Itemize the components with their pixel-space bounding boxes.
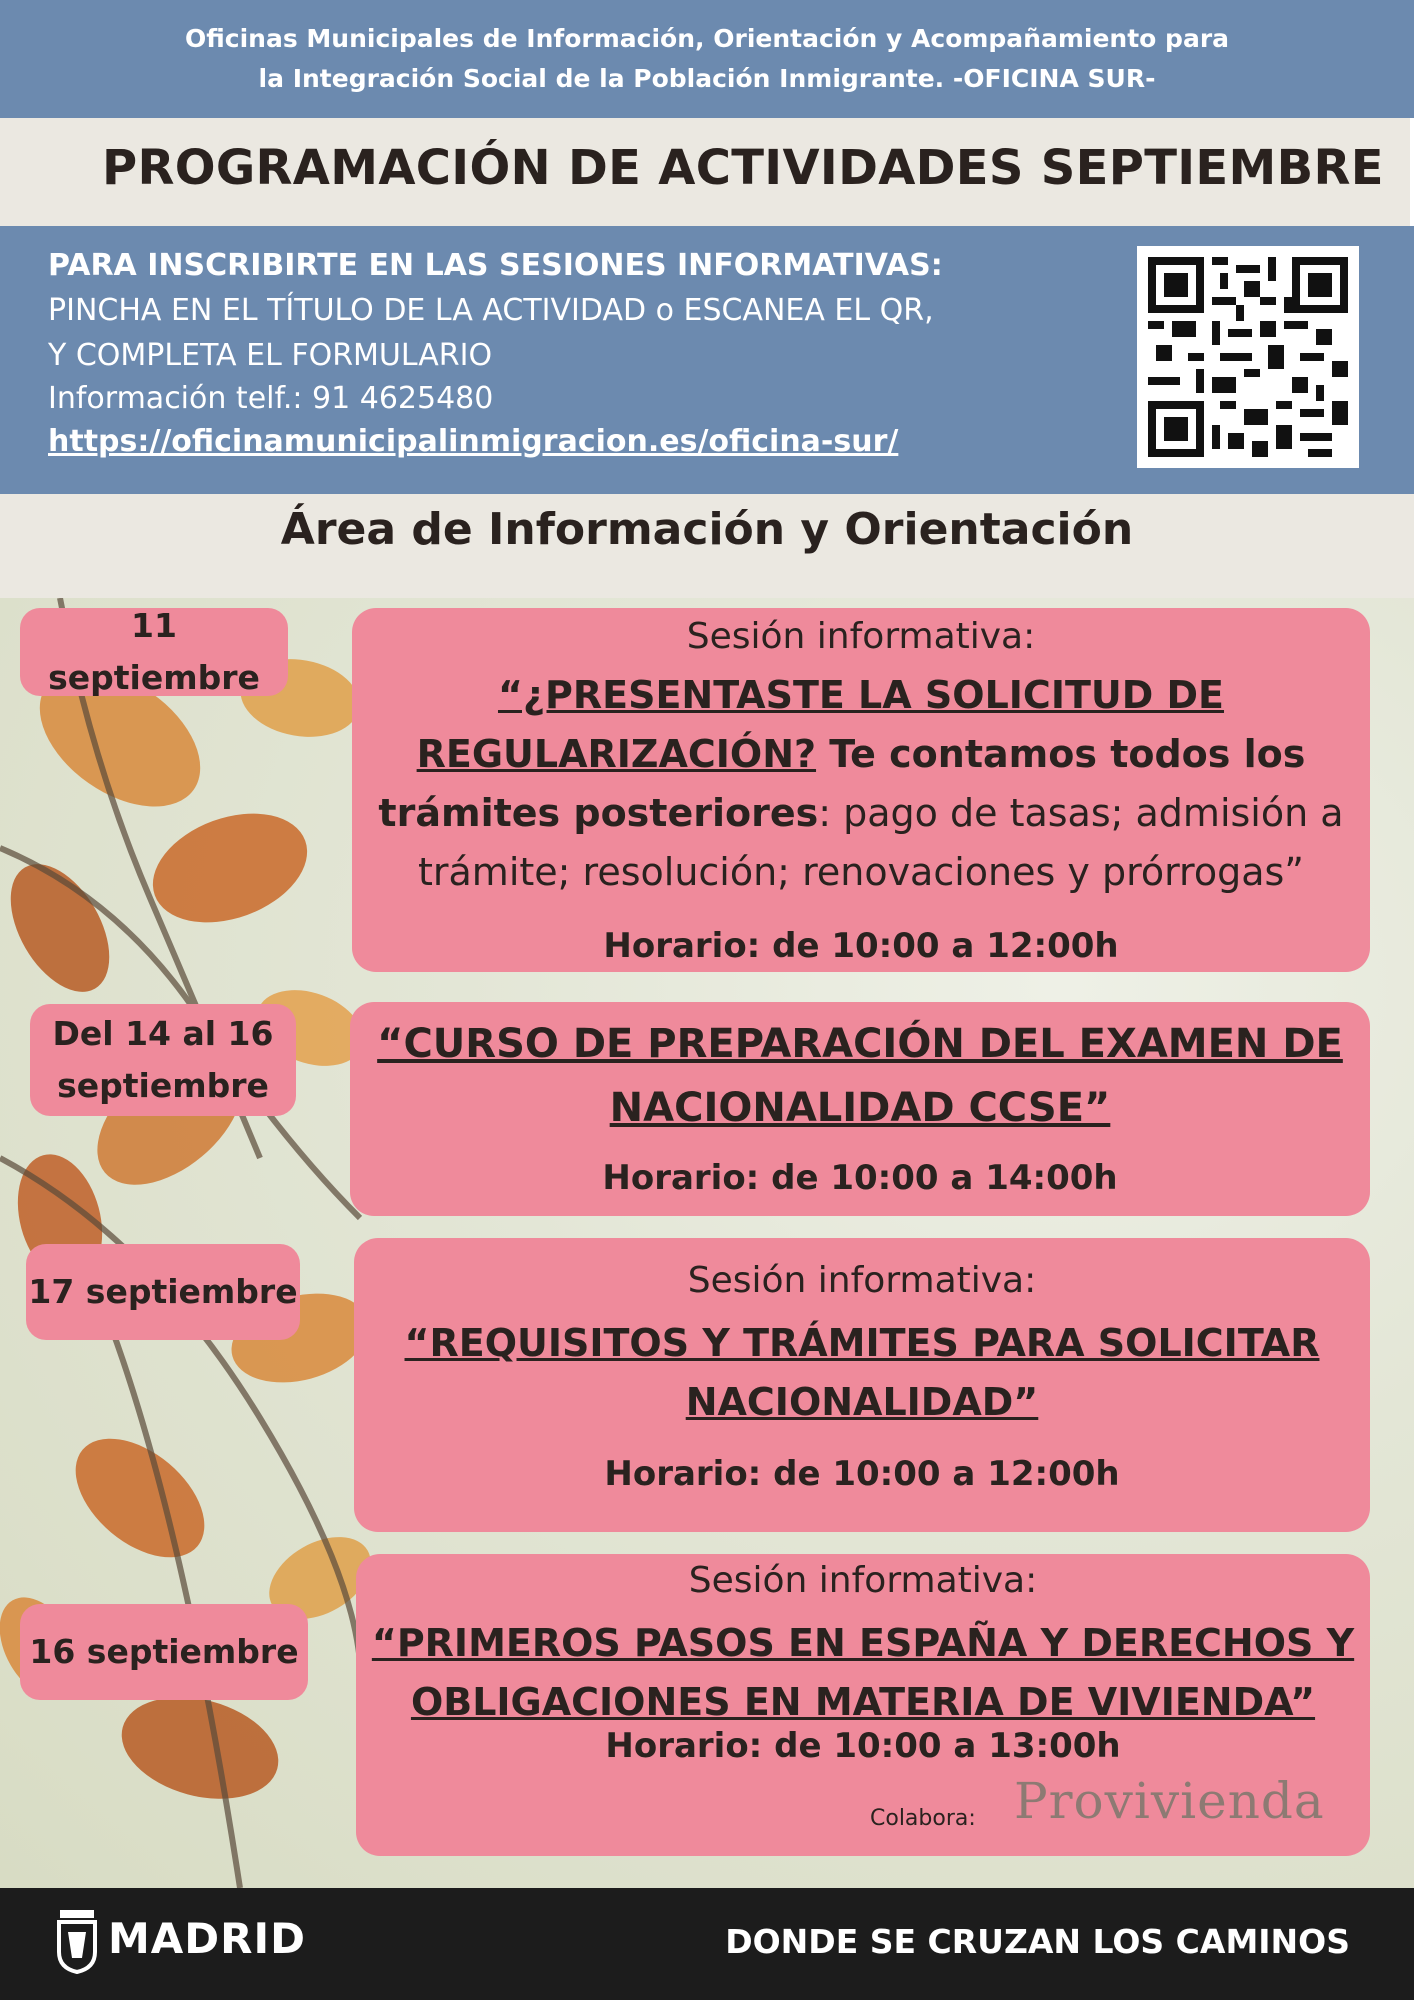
footer — [0, 1888, 1414, 2000]
activity-title-link[interactable]: “PRIMEROS PASOS EN ESPAÑA Y DERECHOS Y OBLIGACIONES EN MATERIA DE VIVIENDA” — [371, 1621, 1355, 1724]
phone-info: Información telf.: 91 4625480 — [48, 381, 494, 416]
activity-title-bold: Te contamos todos los trámites posteriores — [378, 732, 1306, 835]
activity-title — [360, 1012, 1360, 1140]
page-title: PROGRAMACIÓN DE ACTIVIDADES SEPTIEMBRE — [102, 140, 1384, 196]
activity-date: 11 septiembre — [20, 608, 288, 696]
registration-heading: PARA INSCRIBIRTE EN LAS SESIONES INFORMATIVAS: — [48, 248, 943, 283]
footer-slogan: DONDE SE CRUZAN LOS CAMINOS — [725, 1922, 1350, 1961]
activity-schedule: Horario: de 10:00 a 12:00h — [603, 926, 1119, 966]
activity-subtitle: Sesión informativa: — [686, 616, 1036, 657]
collab-label: Colabora: — [870, 1806, 976, 1831]
activity-schedule: Horario: de 10:00 a 14:00h — [602, 1158, 1118, 1198]
registration-instruction-2: Y COMPLETA EL FORMULARIO — [48, 338, 493, 373]
activity-schedule: Horario: de 10:00 a 12:00h — [604, 1454, 1120, 1494]
activity-title-rest: : pago de tasas; admisión a trámite; resolución; renovaciones y prórrogas” — [418, 791, 1344, 894]
activity-subtitle: Sesión informativa: — [688, 1560, 1038, 1601]
activity-subtitle: Sesión informativa: — [687, 1260, 1037, 1301]
area-title: Área de Información y Orientación — [280, 504, 1134, 555]
activity-title — [366, 1614, 1360, 1732]
activity-date: Del 14 al 16 septiembre — [30, 1004, 296, 1116]
registration-info — [0, 226, 1414, 494]
office-header-line1: Oficinas Municipales de Información, Orientación y Acompañamiento para — [184, 24, 1230, 53]
provivienda-logo: Provivienda — [1014, 1772, 1325, 1830]
activity-date: 16 septiembre — [20, 1604, 308, 1700]
office-header-line2: la Integración Social de la Población Inmigrante. -OFICINA SUR- — [258, 64, 1156, 93]
activity-title — [364, 1314, 1360, 1432]
activity-title-link[interactable]: “REQUISITOS Y TRÁMITES PARA SOLICITAR NACIONALIDAD” — [404, 1321, 1320, 1424]
madrid-shield-icon — [56, 1908, 98, 1974]
activity-card — [350, 1002, 1370, 1216]
activity-title — [362, 666, 1360, 902]
activity-date: 17 septiembre — [26, 1244, 300, 1340]
office-url-link[interactable]: https://oficinamunicipalinmigracion.es/oficina-sur/ — [48, 424, 899, 459]
activity-title-link[interactable]: “CURSO DE PREPARACIÓN DEL EXAMEN DE NACIONALIDAD CCSE” — [377, 1021, 1343, 1131]
office-header — [0, 0, 1414, 118]
activity-schedule: Horario: de 10:00 a 13:00h — [605, 1726, 1121, 1766]
area-band — [0, 494, 1414, 598]
qr-code-icon[interactable] — [1137, 246, 1359, 468]
title-band — [0, 118, 1414, 226]
registration-instruction: PINCHA EN EL TÍTULO DE LA ACTIVIDAD o ESCANEA EL QR, — [48, 293, 934, 328]
activity-card — [352, 608, 1370, 972]
activity-title-link[interactable]: “¿PRESENTASTE LA SOLICITUD DE REGULARIZACIÓN? — [416, 673, 1225, 776]
activity-card — [354, 1238, 1370, 1532]
madrid-brand: MADRID — [108, 1914, 306, 1963]
